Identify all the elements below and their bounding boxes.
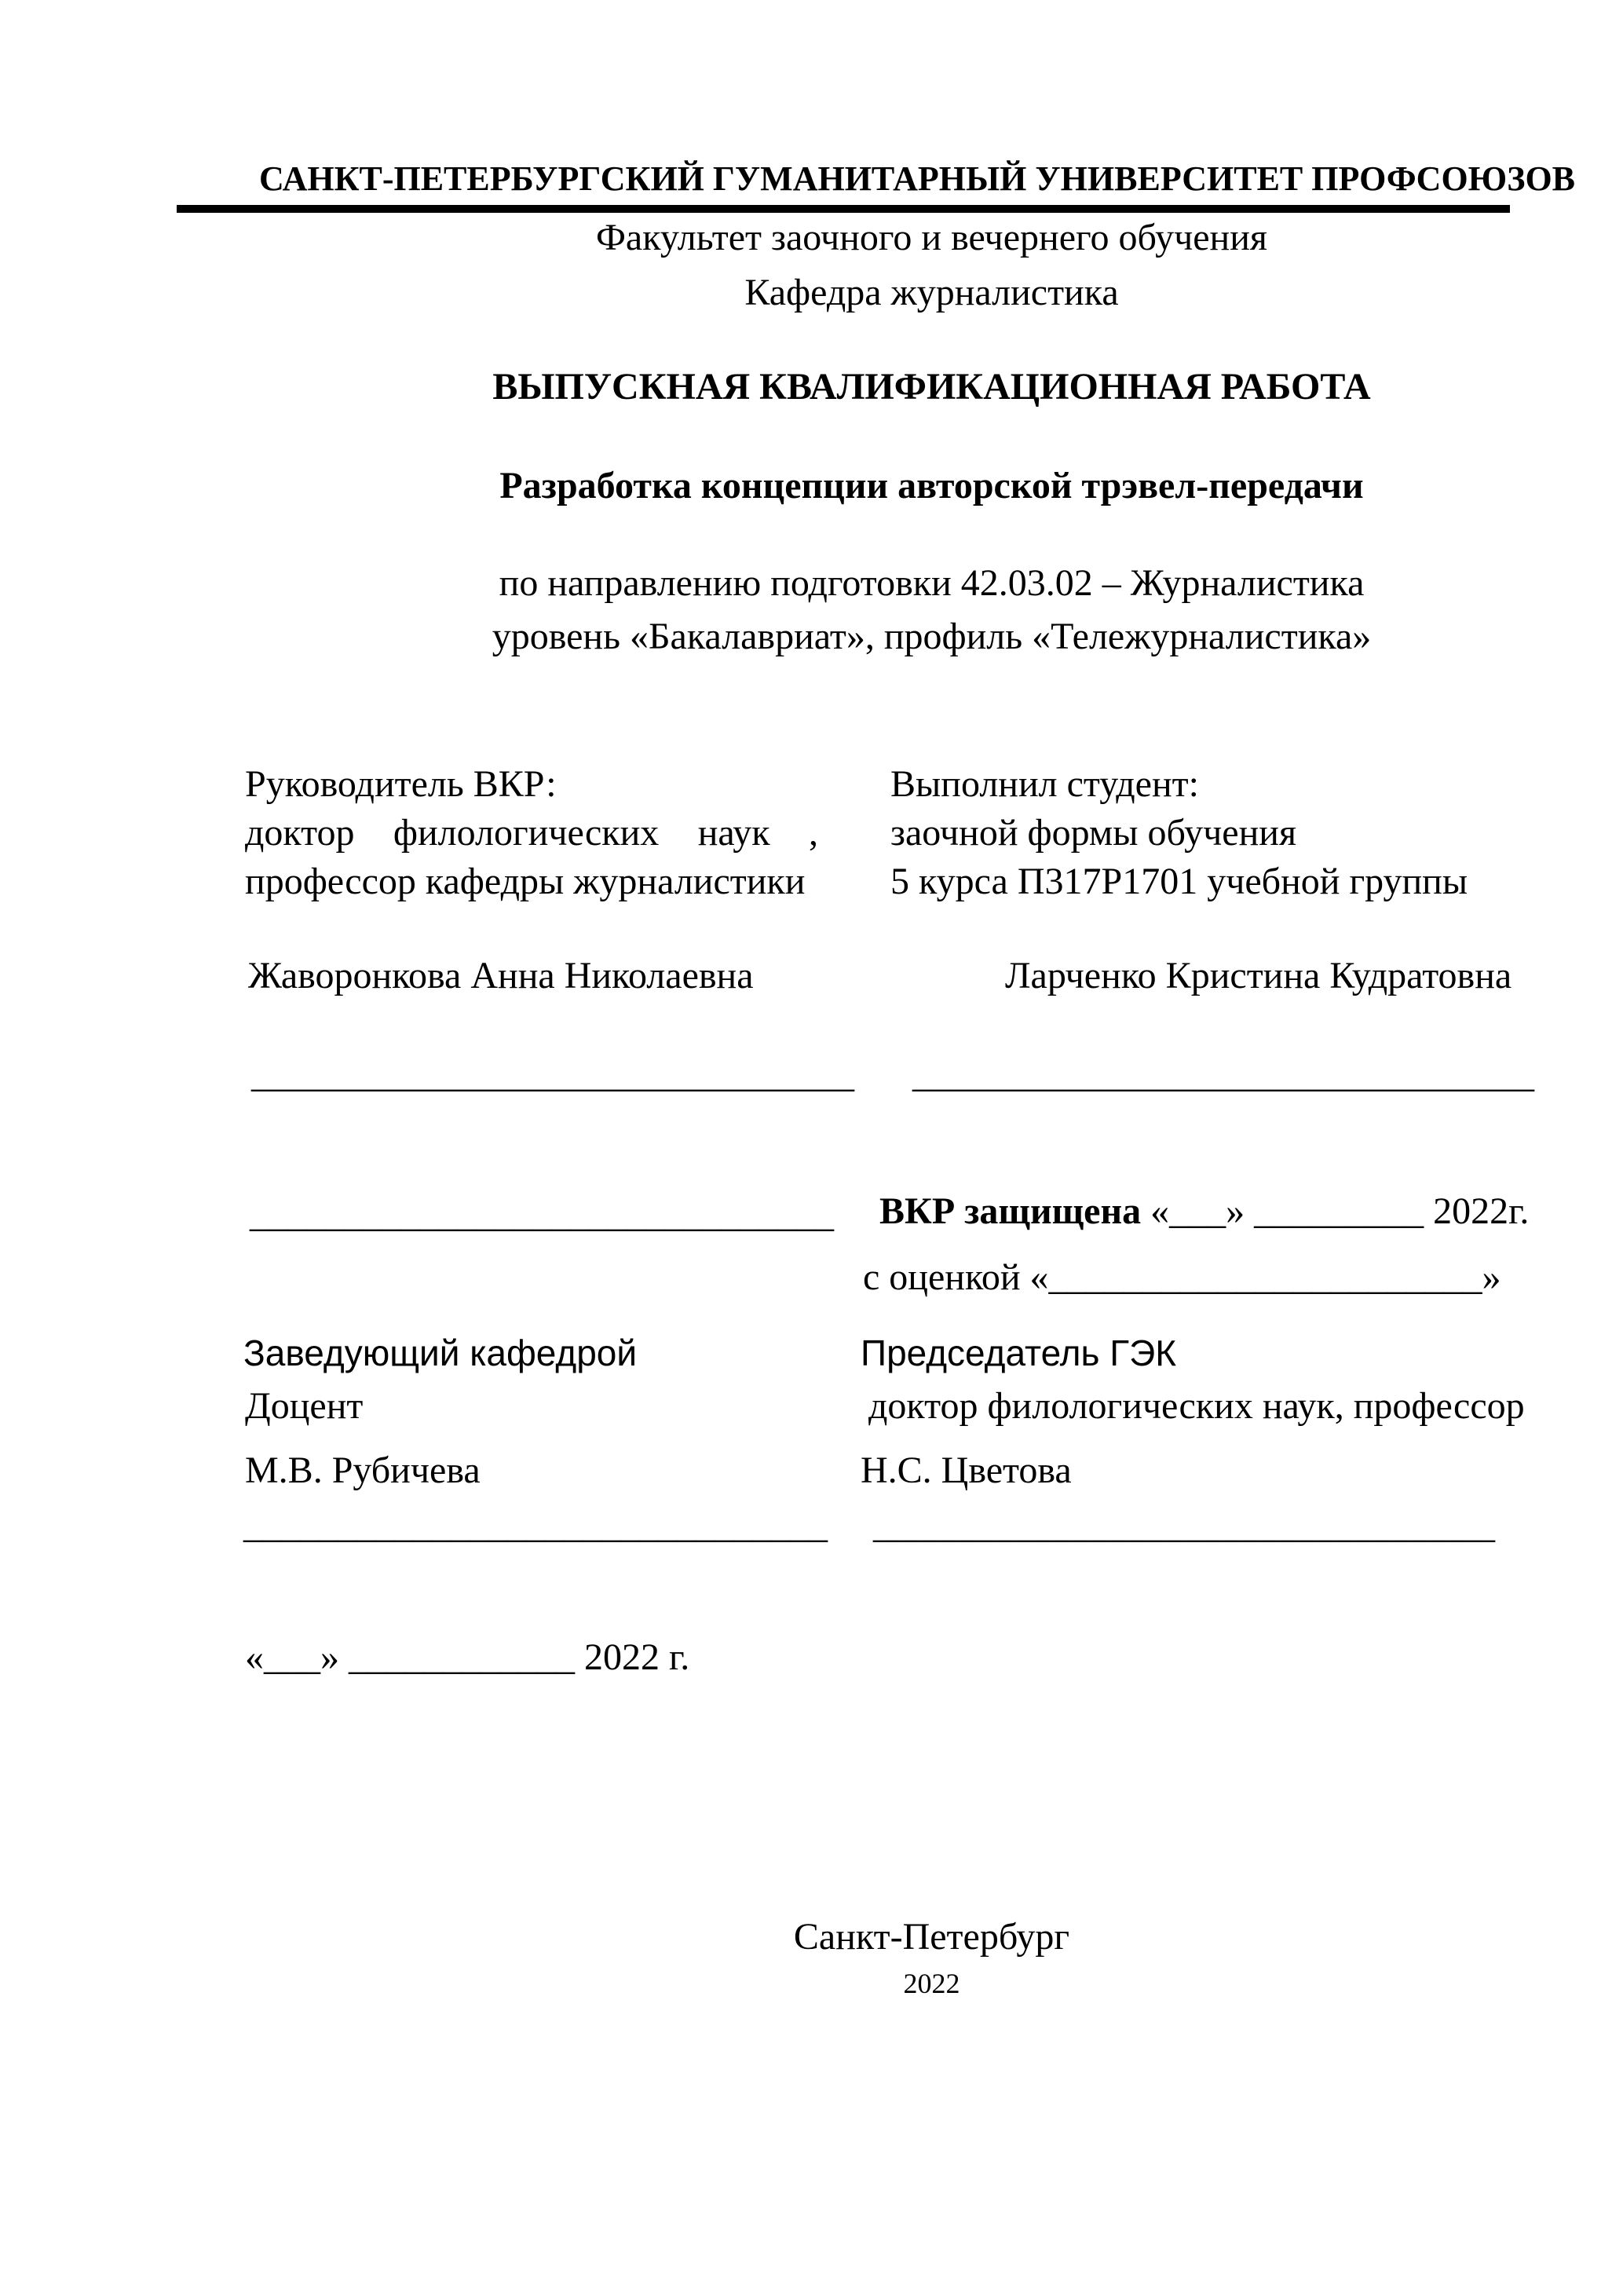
defense-date-line (879, 1187, 1529, 1236)
year-line: 2022 (903, 1968, 960, 1999)
department-line: Кафедра журналистика (744, 272, 1119, 313)
gek-chair-title: Председатель ГЭК (861, 1333, 1177, 1373)
defense-defended-blank: «___» _________ 2022г. (1141, 1190, 1530, 1232)
supervisor-degree-word: наук (697, 812, 770, 854)
supervisor-signature-line: ________________________________ (251, 1054, 854, 1095)
program-level-line: уровень «Бакалавриат», профиль «Тележурналистика» (492, 616, 1372, 657)
supervisor-degree-word: , (808, 812, 818, 854)
supervisor-degree-word: филологических (393, 812, 660, 854)
department-head-signature-line: _______________________________ (243, 1504, 828, 1546)
supervisor-label: Руководитель ВКР: (245, 763, 557, 805)
student-signature-line: _________________________________ (912, 1054, 1534, 1095)
student-name: Ларченко Кристина Кудратовна (1005, 955, 1512, 996)
thesis-title: Разработка концепции авторской трэвел-передачи (499, 465, 1364, 506)
student-study-form: заочной формы обучения (890, 812, 1297, 854)
supervisor-position: профессор кафедры журналистики (245, 861, 806, 902)
department-head-position: Доцент (245, 1385, 364, 1427)
department-head-title: Заведующий кафедрой (243, 1333, 638, 1373)
gek-chair-name: Н.С. Цветова (861, 1450, 1072, 1491)
supervisor-name: Жаворонкова Анна Николаевна (248, 955, 754, 996)
gek-chair-degree: доктор филологических наук, профессор (868, 1385, 1525, 1427)
supervisor-degree-line (245, 809, 818, 857)
university-name: САНКТ-ПЕТЕРБУРГСКИЙ ГУМАНИТАРНЫЙ УНИВЕРСИТЕТ ПРОФСОЮЗОВ (259, 159, 1576, 198)
supervisor-degree-word: доктор (245, 812, 355, 854)
city-line: Санкт-Петербург (793, 1916, 1070, 1958)
faculty-line: Факультет заочного и вечернего обучения (596, 217, 1267, 258)
defense-grade-line: с оценкой «_______________________» (863, 1256, 1501, 1298)
department-head-name: М.В. Рубичева (245, 1450, 481, 1491)
header-rule (177, 205, 1510, 213)
fill-date-line: «___» ____________ 2022 г. (245, 1636, 690, 1678)
program-direction-line: по направлению подготовки 42.03.02 – Журналистика (499, 562, 1365, 604)
student-label: Выполнил студент: (890, 763, 1199, 805)
gek-chair-signature-line: _________________________________ (873, 1504, 1495, 1546)
work-type-heading: ВЫПУСКНАЯ КВАЛИФИКАЦИОННАЯ РАБОТА (492, 366, 1371, 408)
defense-defended-label: ВКР защищена (879, 1190, 1142, 1232)
student-group: 5 курса П317Р1701 учебной группы (890, 861, 1468, 902)
supervisor-signature-line-2: _______________________________ (250, 1194, 834, 1235)
